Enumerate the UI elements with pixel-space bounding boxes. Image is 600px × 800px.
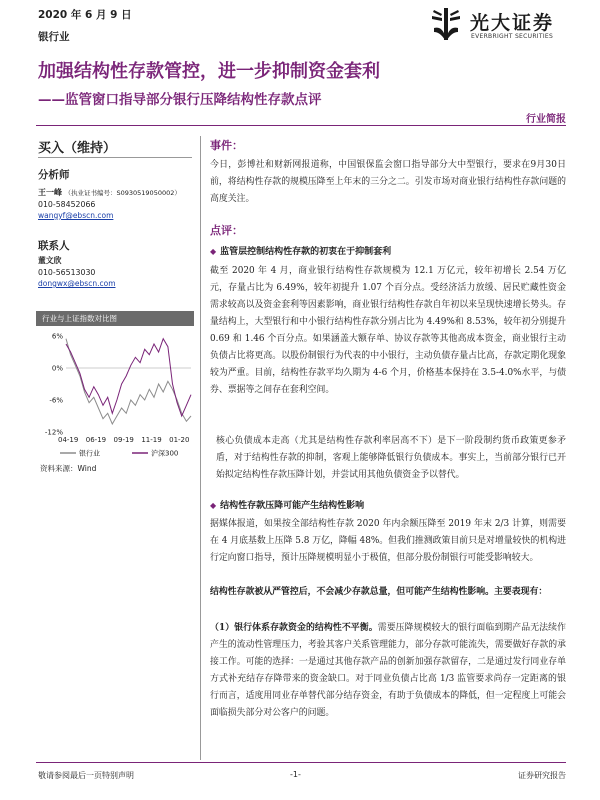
footer-report-label: 证券研究报告	[518, 771, 566, 780]
contact-email-link[interactable]: dongwx@ebscn.com	[38, 279, 116, 288]
analyst-email-link[interactable]: wangyf@ebscn.com	[38, 211, 114, 220]
diamond-bullet-icon: ◆	[210, 247, 217, 256]
x-tick-label: 11-19	[141, 436, 162, 444]
x-tick-label: 04-19	[58, 436, 79, 444]
comparison-line-chart	[36, 330, 196, 460]
logo-english-name: EVERBRIGHT SECURITIES	[471, 33, 554, 40]
column-divider	[200, 136, 201, 760]
x-axis-ticks	[58, 436, 189, 444]
legend-label: 沪深300	[151, 449, 179, 458]
paragraph-2: 核心负债成本走高（尤其是结构性存款利率居高不下）是下一阶段制约货币政策更参矛盾，对于结构性存款的抑制，客观上能够降低银行负债成本。事实上，当前部分银行已开始拟定结构性存款压降计划，并尝试用其他负债资金予以替代。	[216, 436, 566, 480]
contact-phone: 010-56513030	[38, 268, 96, 277]
diamond-bullet-icon: ◆	[210, 501, 217, 510]
report-date: 2020 年 6 月 9 日	[38, 9, 132, 21]
legend-label: 银行业	[79, 449, 100, 458]
page-subtitle: ——监管窗口指导部分银行压降结构性存款点评	[38, 92, 322, 108]
y-tick-label: -6%	[49, 396, 63, 405]
rating-underline	[38, 157, 192, 158]
paragraph-4: 结构性存款被从严管控后，不会减少存款总量，但可能产生结构性影响。主要表现有：	[210, 587, 548, 597]
bullet-heading-1	[210, 244, 391, 257]
chart-source: 资料来源：Wind	[40, 464, 97, 473]
industry-label: 银行业	[38, 31, 70, 43]
rating-label: 买入（维持）	[38, 141, 117, 156]
x-tick-label: 09-19	[113, 436, 134, 444]
company-logo	[428, 6, 568, 44]
event-heading: 事件：	[210, 139, 243, 152]
footer-disclaimer: 敬请参阅最后一页特别声明	[38, 771, 134, 780]
page-number: -1-	[290, 770, 301, 779]
x-tick-label: 06-19	[85, 436, 107, 444]
commentary-heading: 点评：	[210, 224, 243, 237]
footer-divider	[36, 762, 566, 763]
y-tick-label: -12%	[44, 428, 63, 437]
analyst-heading: 分析师	[38, 169, 70, 181]
chart-title: 行业与上证指数对比图	[42, 314, 117, 323]
analyst-cert: （执业证书编号：S0930519050002）	[64, 189, 181, 197]
bullet-1-text: 监管层控制结构性存款的初衷在于抑制套利	[220, 247, 392, 257]
x-tick-label: 01-20	[169, 436, 190, 444]
chart-legend	[60, 449, 178, 458]
series-lines	[66, 339, 191, 424]
page-title: 加强结构性存款管控，进一步抑制资金套利	[38, 61, 380, 82]
paragraph-3: 据媒体报道，如果按全部结构性存款 2020 年内余额压降至 2019 年末 2/3 计算，则需要在 4 月底基数上压降 5.8 万亿，降幅 48%。但我们推测政策目前只是对增量较快的机构进行定向窗口指导，预计压降规模明显小于极值，但部分股份制银行可能受影响较大。	[210, 519, 566, 563]
event-paragraph: 今日，彭博社和财新网报道称，中国银保监会窗口指导部分大中型银行，要求在9月30日前，将结构性存款的规模压降至上年末的三分之二。引发市场对商业银行结构性存款问题的高度关注。	[210, 160, 566, 204]
analyst-phone: 010-58452066	[38, 200, 96, 209]
bullet-2-text: 结构性存款压降可能产生结构性影响	[220, 501, 365, 511]
paragraph-5-lead: （1）银行体系存款资金的结构性不平衡。	[210, 623, 378, 633]
y-axis-ticks	[45, 333, 63, 437]
bullet-heading-2	[210, 498, 364, 511]
paragraph-5	[210, 620, 566, 722]
y-tick-label: 6%	[51, 332, 63, 341]
paragraph-1: 截至 2020 年 4 月，商业银行结构性存款规模为 12.1 万亿元，较年初增长 2.54 万亿元，存量占比为 6.49%，较年初提升 1.07 个百分点。受经济活力放缓、居民贮藏性资金需求较高以及资金套利等因素影响，商业银行结构性存款自年初以来呈现快速增长势头。存量结构上，大型银行和中小银行结构性存款分别占比为 4.49%和 8.53%，较年初分别提升 0.69 和 1.46 个百分点。如果涵盖大额存单、协议存款等其他高成本资金，商业银行主动负债占比将更高。以股份制银行为代表的中小银行，主动负债存量占比高，存款定期化现象较为严重。目前，结构性存款平均久期为 4-6 个月，价格基本保持在 3.5-4.0%水平，与债券、票据等之间存在套利空间。	[210, 266, 566, 395]
contact-name: 董文欣	[38, 256, 62, 265]
paragraph-5-body: 需要压降规模较大的银行面临到期产品无法续作产生的流动性管理压力，考验其客户关系管理能力，部分存款可能流失，需要做好存款的承接工作。可能的选择：一是通过其他存款产品的创新加强存款留存，二是通过发行同业存单方式补充结存存降带来的资金缺口。对于同业负债占比高 1/3 监管要求尚存一定距离的银行而言，适度用同业存单替代部分结存资金，有助于负债成本的降低，但一定程度上可能会面临损失部分对公客户的问题。	[210, 623, 566, 718]
y-tick-label: 0%	[51, 364, 63, 373]
series-line-1	[66, 339, 191, 416]
everbright-logo-icon	[428, 6, 464, 42]
contact-heading: 联系人	[38, 240, 70, 252]
report-type-label: 行业简报	[526, 114, 566, 125]
analyst-info	[38, 187, 198, 200]
logo-chinese-name: 光大证券	[470, 12, 555, 34]
header-divider	[36, 125, 566, 126]
analyst-name: 王一峰	[38, 188, 62, 197]
